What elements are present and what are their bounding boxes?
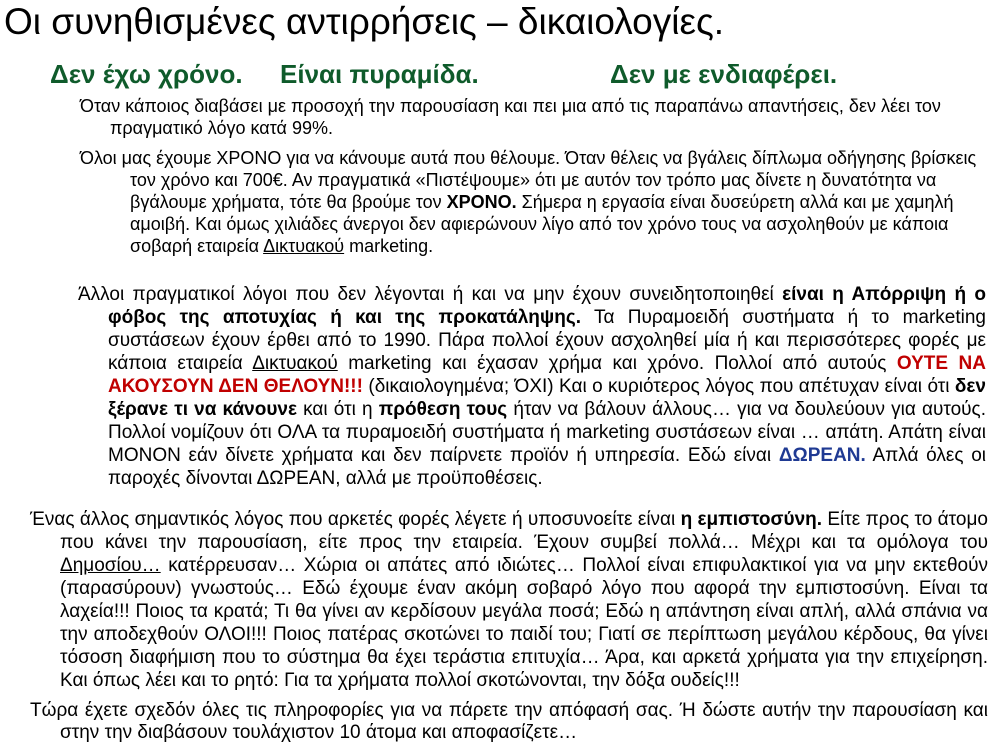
time-text-1: Όλοι μας έχουμε ΧΡΟΝΟ για να κάνουμε αυτά που θέλουμε. Όταν θέλεις να βγάλεις δίπλωμα οδήγησης βρίσκεις τον χρόνο και 700€. Αν πραγματικά «Πιστέψουμε» ότι με αυτόν τον τρόπο μας δίνετε η δυνατότητα να βγάλουμε χρήματα, τότε θα βρούμε τον — [80, 148, 977, 212]
trust-bold: η εμπιστοσύνη. — [680, 509, 823, 530]
time-link: Δικτυακού — [263, 236, 345, 256]
time-text-3: marketing. — [344, 236, 434, 256]
rejection-free: ΔΩΡΕΑΝ. — [778, 445, 866, 466]
rejection-text-d: (δικαιολογημένα; ΌΧΙ) Και ο κυριότερος λόγος που απέτυχαν είναι ότι — [362, 376, 955, 397]
slide-title: Οι συνηθισμένες αντιρρήσεις – δικαιολογίες. — [4, 1, 725, 42]
rejection-text-c2: marketing και έχασαν χρήμα και χρόνο. Πολλοί από αυτούς — [337, 353, 897, 374]
trust-text-c: Είτε προς το άτομο που κάνει την παρουσίαση, είτε προς την εταιρεία. Έχουν συμβεί πολλά… Μέχρι και τα ομόλογα του — [60, 509, 988, 553]
rejection-bold-g: πρόθεση τους — [378, 399, 508, 420]
objection-no-time: Δεν έχω χρόνο. — [50, 59, 243, 89]
rejection-red-text: ΟΥΤΕ ΝΑ ΑΚΟΥΣΟΥΝ ΔΕΝ ΘΕΛΟΥΝ!!! — [108, 353, 986, 397]
rejection-link: Δικτυακού — [252, 353, 338, 374]
trust-link: Δημοσίου… — [60, 555, 161, 576]
objection-not-interested: Δεν με ενδιαφέρει. — [610, 59, 838, 89]
rejection-text-f: και ότι η — [297, 399, 379, 420]
objection-pyramid: Είναι πυραμίδα. — [280, 59, 479, 89]
rejection-bold-e: δεν ξέρανε τι να κάνουνε — [108, 376, 986, 420]
paragraph-trust — [30, 508, 988, 692]
time-bold: ΧΡΟΝΟ. — [446, 192, 517, 212]
rejection-bold: είναι η Απόρριψη ή ο φόβος της αποτυχίας ή και της προκατάληψης. — [108, 284, 986, 328]
rejection-text-i: Απλά όλες οι παροχές δίνονται ΔΩΡΕΑΝ, αλλά με προϋποθέσεις. — [108, 445, 986, 489]
paragraph-closing: Τώρα έχετε σχεδόν όλες τις πληροφορίες για να πάρετε την απόφασή σας. Ή δώστε αυτήν την παρουσίαση και στην την διαβάσουν τουλάχιστον 10 άτομα και αποφασίζετε… — [30, 700, 988, 743]
trust-text-d: κατέρρευσαν… Χώρια οι απάτες από ιδιώτες… Πολλοί είναι επιφυλακτικοί για να μην εκτεθούν (παρασύρουν) γνωστούς… Εδώ έχουμε έναν ακόμη σοβαρό λόγο που αφορά την εμπιστοσύνη. Είναι τα λαχεία!!! Ποιος τα κρατά; Τι θα γίνει αν κερδίσουν μεγάλα ποσά; Εδώ η απάντηση είναι απλή, αλλά σπάνια να την αποδεχθούν ΟΛΟΙ!!! Ποιος πατέρας σκοτώνει το παιδί του; Γιατί σε περίπτωση μεγάλου κέρδους, θα γίνει τόσοση διαφήμιση που το σύστημα θα έχει τεράστια επιτυχία… Άρα, και αρκετά χρήματα για την επιχείρηση. Και όπως λέει και το ρητό: Για τα χρήματα πολλοί σκοτώνονται, την δόξα ουδείς!!! — [60, 555, 988, 691]
rejection-text-a: Άλλοι πραγματικοί λόγοι που δεν λέγονται ή και να μην έχουν συνειδητοποιηθεί — [78, 284, 783, 305]
paragraph-time — [80, 147, 1005, 257]
paragraph-rejection — [78, 283, 986, 490]
trust-text-a: Ένας άλλος σημαντικός λόγος που αρκετές φορές λέγετε ή υποσυνοείτε είναι — [30, 509, 681, 530]
paragraph-intro: Όταν κάποιος διαβάσει με προσοχή την παρουσίαση και πει μια από τις παραπάνω απαντήσεις, δεν λέει τον πραγματικό λόγο κατά 99%. — [80, 96, 941, 138]
objections-row — [50, 58, 950, 90]
rejection-text-c: Τα Πυραμοειδή συστήματα ή το marketing συστάσεων έχουν έρθει από το 1990. Πάρα πολλοί έχουν ασχοληθεί μία ή και περισσότερες φορές με κάποια εταιρεία — [108, 307, 986, 374]
rejection-text-h: ήταν να βάλουν άλλους… για να δουλεύουν για αυτούς. Πολλοί νομίζουν ότι ΟΛΑ τα πυραμοειδή συστήματα ή marketing συστάσεων είναι … απάτη. Απάτη είναι ΜΟΝΟΝ εάν δίνετε χρήματα και δεν παίρνετε προϊόν ή υπηρεσία. Εδώ είναι — [108, 399, 986, 466]
time-text-2: Σήμερα η εργασία είναι δυσεύρετη αλλά και με χαμηλή αμοιβή. Και όμως χιλιάδες άνεργοι δεν αφιερώνουν λίγο από τον χρόνο τους να ασχοληθούν με κάποια σοβαρή εταιρεία — [130, 192, 954, 256]
